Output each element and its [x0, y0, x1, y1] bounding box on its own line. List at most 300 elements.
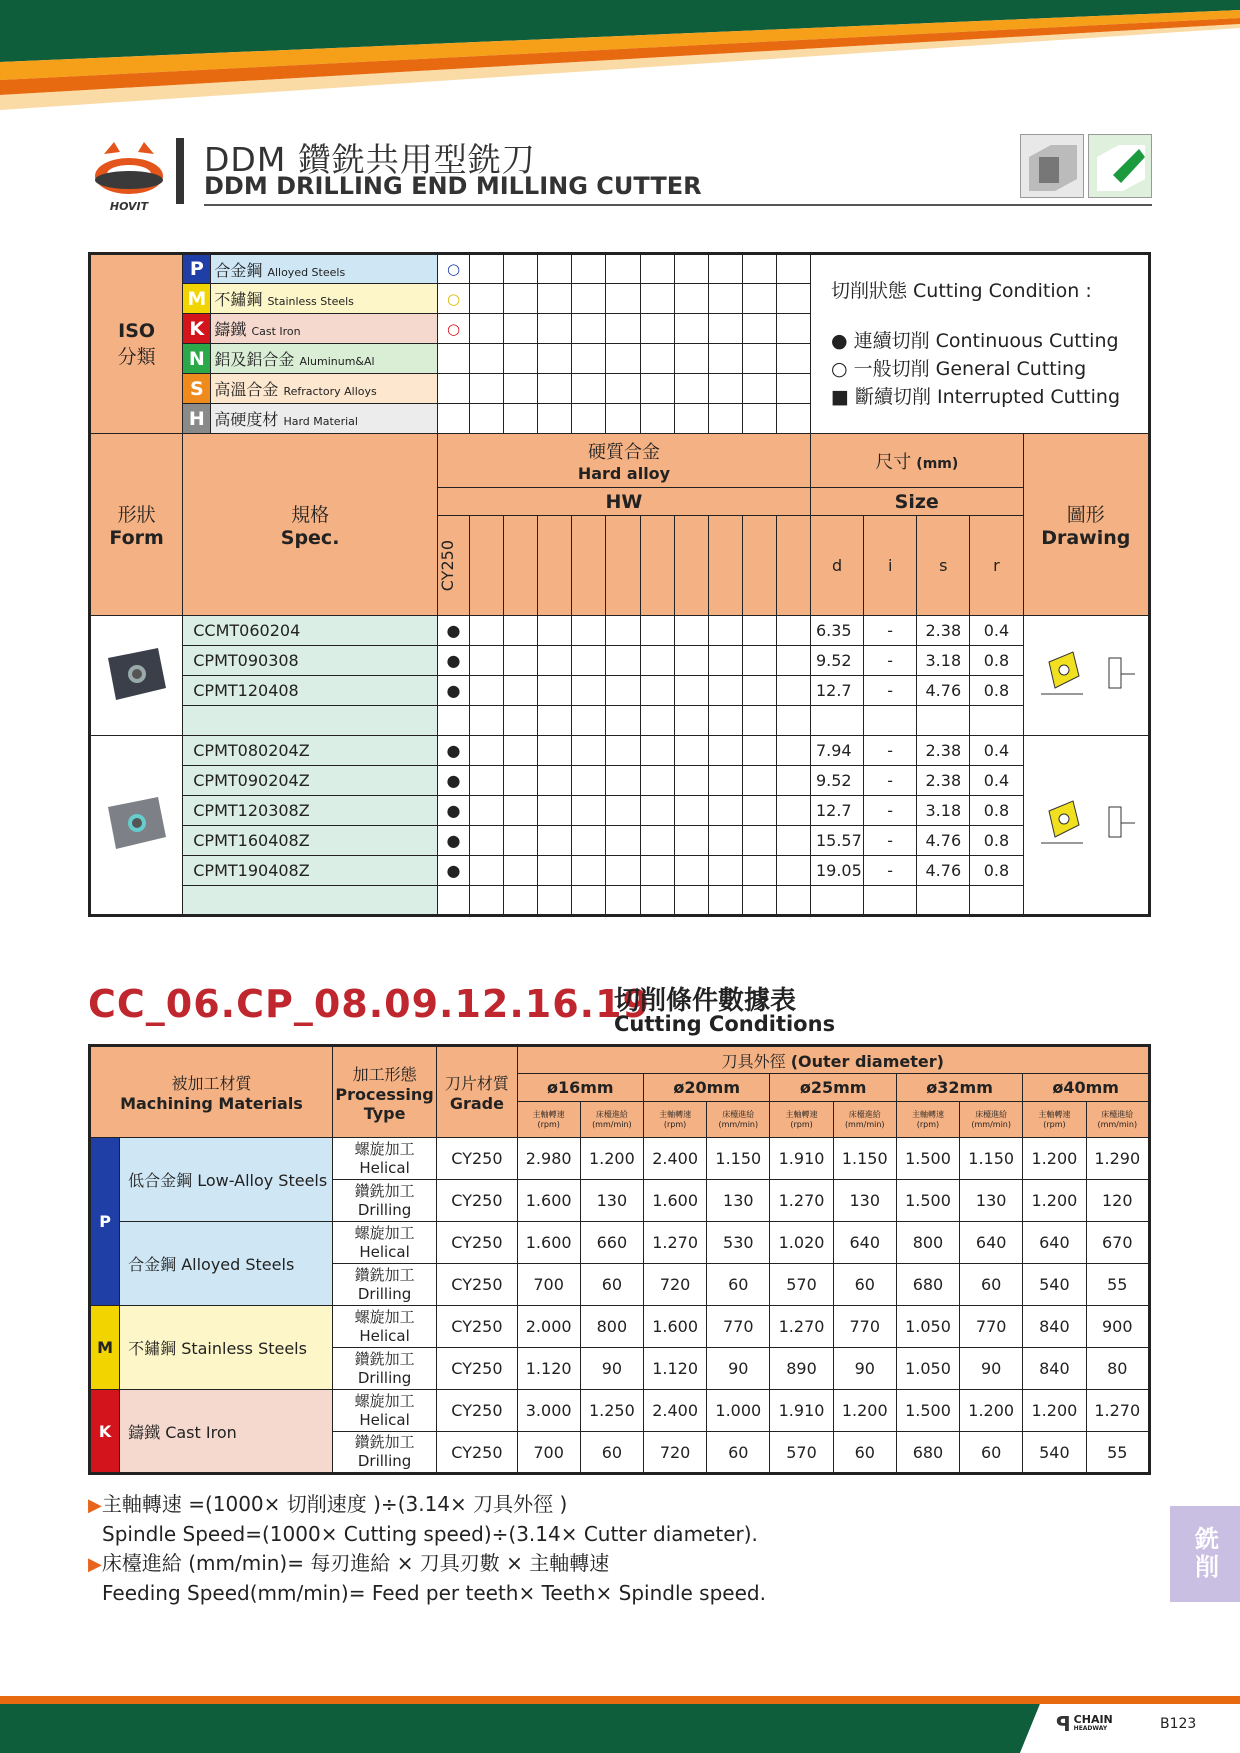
cutting-condition-legend: 切削狀態 Cutting Condition : ● 連續切削 Continuous Cutting ○ 一般切削 General Cutting ■ 斷續切削 Interrupted Cutting	[810, 254, 1149, 434]
brand-name: CHAIN	[1073, 1713, 1113, 1726]
material-name: 低合金鋼 Low-Alloy Steels	[120, 1138, 333, 1222]
top-banner	[0, 0, 1240, 120]
grade-cell	[606, 856, 640, 886]
condition-mark: ○	[437, 284, 469, 314]
feed-value: 1.270	[1086, 1390, 1149, 1432]
grade-cell	[572, 766, 606, 796]
grade-cell	[470, 676, 504, 706]
material-icon-green	[1088, 134, 1152, 198]
insert-photo	[90, 616, 183, 736]
size-r: 0.8	[970, 796, 1023, 826]
feed-value: 770	[960, 1306, 1023, 1348]
grade-cell	[606, 676, 640, 706]
grade-header: 刀片材質 Grade	[437, 1046, 517, 1138]
grade-cell	[708, 736, 742, 766]
grade-cell	[470, 886, 504, 916]
cutting-conditions-table	[88, 1044, 1151, 1475]
grade-cell	[708, 796, 742, 826]
grade-cell	[640, 314, 674, 344]
grade-mark: ●	[437, 796, 469, 826]
grade-cell	[776, 646, 810, 676]
grade-cell	[776, 404, 810, 434]
footer-band	[0, 1692, 1240, 1753]
grade-mark	[437, 886, 469, 916]
title-bar-accent	[176, 138, 184, 204]
grade-cell	[674, 856, 708, 886]
grade-cell	[776, 314, 810, 344]
grade-value: CY250	[437, 1432, 517, 1474]
feed-value: 660	[580, 1222, 643, 1264]
diameter-header: ø40mm	[1023, 1074, 1150, 1102]
rpm-subheader: 主軸轉速 (rpm)	[643, 1102, 706, 1138]
hw-header: HW	[437, 488, 810, 516]
grade-cell	[538, 856, 572, 886]
diameter-header: ø16mm	[517, 1074, 643, 1102]
grade-cell	[538, 344, 572, 374]
grade-cell	[606, 736, 640, 766]
feed-value: 120	[1086, 1180, 1149, 1222]
feed-value: 770	[707, 1306, 770, 1348]
grade-cell	[742, 856, 776, 886]
size-i	[864, 886, 917, 916]
cc-title-zh: 切削條件數據表	[614, 986, 797, 1016]
grade-cell	[606, 284, 640, 314]
grade-cell	[708, 344, 742, 374]
grade-cell	[504, 886, 538, 916]
grade-cell	[504, 736, 538, 766]
size-d	[810, 706, 863, 736]
size-i: -	[864, 766, 917, 796]
grade-cell	[674, 796, 708, 826]
grade-cell	[504, 646, 538, 676]
size-d: 9.52	[810, 646, 863, 676]
group-K: K	[90, 1390, 120, 1474]
size-col-s: s	[917, 516, 970, 616]
grade-cell	[708, 374, 742, 404]
grade-value: CY250	[437, 1306, 517, 1348]
grade-cell	[776, 284, 810, 314]
size-i	[864, 706, 917, 736]
iso-letter-H: H	[183, 404, 211, 434]
feed-subheader: 床檯進給 (mm/min)	[960, 1102, 1023, 1138]
rpm-value: 640	[1023, 1222, 1086, 1264]
grade-mark: ●	[437, 646, 469, 676]
grade-cell	[606, 706, 640, 736]
grade-cell	[470, 314, 504, 344]
feed-value: 1.200	[960, 1390, 1023, 1432]
grade-cell	[640, 254, 674, 284]
rpm-value: 1.200	[1023, 1138, 1086, 1180]
feed-value: 60	[833, 1264, 896, 1306]
grade-cell	[606, 404, 640, 434]
spec-header: 規格 Spec.	[183, 434, 438, 616]
grade-cell	[776, 796, 810, 826]
grade-cell	[640, 616, 674, 646]
spec-code	[183, 706, 438, 736]
size-r: 0.4	[970, 766, 1023, 796]
rpm-value: 1.500	[896, 1180, 959, 1222]
grade-cell	[674, 766, 708, 796]
rpm-value: 720	[643, 1432, 706, 1474]
feed-subheader: 床檯進給 (mm/min)	[833, 1102, 896, 1138]
grade-cell	[504, 796, 538, 826]
rpm-value: 570	[770, 1432, 833, 1474]
feed-value: 670	[1086, 1222, 1149, 1264]
size-r: 0.8	[970, 826, 1023, 856]
size-d: 15.57	[810, 826, 863, 856]
rpm-value: 1.500	[896, 1390, 959, 1432]
grade-mark: ●	[437, 856, 469, 886]
process-type: 螺旋加工 Helical	[332, 1222, 436, 1264]
size-r: 0.8	[970, 856, 1023, 886]
feed-value: 130	[580, 1180, 643, 1222]
grade-cell	[538, 796, 572, 826]
grade-cell	[742, 314, 776, 344]
size-s: 2.38	[917, 736, 970, 766]
rpm-value: 840	[1023, 1306, 1086, 1348]
grade-cell	[674, 404, 708, 434]
title-underline	[204, 204, 1152, 206]
grade-cell	[470, 284, 504, 314]
feed-value: 90	[707, 1348, 770, 1390]
feed-value: 60	[707, 1432, 770, 1474]
grade-cell	[708, 886, 742, 916]
spec-code: CPMT090204Z	[183, 766, 438, 796]
feed-value: 60	[580, 1432, 643, 1474]
feed-value: 1.200	[580, 1138, 643, 1180]
spec-code: CPMT120308Z	[183, 796, 438, 826]
grade-value: CY250	[437, 1348, 517, 1390]
spec-code: CPMT080204Z	[183, 736, 438, 766]
grade-cell	[640, 796, 674, 826]
feed-value: 90	[580, 1348, 643, 1390]
size-s: 4.76	[917, 856, 970, 886]
iso-letter-M: M	[183, 284, 211, 314]
size-r	[970, 706, 1023, 736]
process-type: 螺旋加工 Helical	[332, 1390, 436, 1432]
form-header: 形狀 Form	[90, 434, 183, 616]
grade-cell	[572, 826, 606, 856]
grade-cell	[504, 616, 538, 646]
formula-line-4: Feeding Speed(mm/min)= Feed per teeth× Teeth× Spindle speed.	[102, 1581, 766, 1605]
condition-mark	[437, 344, 469, 374]
grade-cell	[640, 766, 674, 796]
grade-cell	[708, 856, 742, 886]
grade-cell	[504, 314, 538, 344]
mat-header: 被加工材質 Machining Materials	[90, 1046, 333, 1138]
feed-value: 1.200	[833, 1390, 896, 1432]
rpm-value: 2.400	[643, 1138, 706, 1180]
grade-cell	[572, 646, 606, 676]
grade-cell	[572, 284, 606, 314]
cc-code-title: CC_06.CP_08.09.12.16.19	[88, 982, 650, 1026]
formula-line-1: ▶主軸轉速 =(1000× 切削速度 )÷(3.14× 刀具外徑 )	[88, 1492, 568, 1516]
size-s	[917, 886, 970, 916]
grade-cell	[708, 404, 742, 434]
grade-cell	[674, 616, 708, 646]
grade-cell	[742, 374, 776, 404]
size-col-d: d	[810, 516, 863, 616]
rpm-value: 1.600	[517, 1222, 580, 1264]
feed-value: 80	[1086, 1348, 1149, 1390]
rpm-value: 1.270	[643, 1222, 706, 1264]
grade-cell	[742, 254, 776, 284]
grade-cell	[640, 736, 674, 766]
grade-cell	[776, 826, 810, 856]
condition-mark: ○	[437, 254, 469, 284]
grade-cell	[776, 766, 810, 796]
condition-mark	[437, 404, 469, 434]
grade-cell	[538, 676, 572, 706]
grade-cell	[742, 796, 776, 826]
rpm-value: 1.600	[643, 1180, 706, 1222]
grade-cell	[470, 856, 504, 886]
iso-material: 鑄鐵 Cast Iron	[211, 314, 438, 344]
feed-value: 900	[1086, 1306, 1149, 1348]
company-logo	[90, 138, 168, 213]
feed-value: 640	[833, 1222, 896, 1264]
feed-value: 1.250	[580, 1390, 643, 1432]
process-type: 螺旋加工 Helical	[332, 1138, 436, 1180]
brand-sub: HEADWAY	[1073, 1725, 1108, 1732]
grade-cell	[504, 856, 538, 886]
grade-cell	[538, 706, 572, 736]
grade-cell	[776, 856, 810, 886]
feed-value: 55	[1086, 1432, 1149, 1474]
spec-code	[183, 886, 438, 916]
size-d	[810, 886, 863, 916]
grade-header-empty	[640, 516, 674, 616]
side-tab-label: 銑削	[1190, 1526, 1219, 1582]
grade-cell	[572, 886, 606, 916]
rpm-value: 2.000	[517, 1306, 580, 1348]
grade-cell	[538, 616, 572, 646]
grade-cell	[470, 766, 504, 796]
process-type: 鑽銑加工 Drilling	[332, 1264, 436, 1306]
rpm-value: 2.400	[643, 1390, 706, 1432]
size-d: 6.35	[810, 616, 863, 646]
grade-value: CY250	[437, 1390, 517, 1432]
formula-block	[88, 1490, 848, 1608]
condition-mark: ○	[437, 314, 469, 344]
grade-cell	[606, 374, 640, 404]
grade-cell	[742, 646, 776, 676]
rpm-value: 1.120	[517, 1348, 580, 1390]
arrow-icon: ▶	[88, 1495, 102, 1516]
feed-subheader: 床檯進給 (mm/min)	[580, 1102, 643, 1138]
grade-cell	[504, 826, 538, 856]
grade-cell	[674, 886, 708, 916]
grade-cell	[640, 856, 674, 886]
size-i: -	[864, 856, 917, 886]
rpm-value: 1.200	[1023, 1390, 1086, 1432]
grade-cell	[674, 706, 708, 736]
insert-drawing	[1023, 736, 1149, 916]
grade-cell	[572, 314, 606, 344]
proc-header: 加工形態 Processing Type	[332, 1046, 436, 1138]
grade-cell	[606, 766, 640, 796]
grade-header-empty	[776, 516, 810, 616]
rpm-value: 1.910	[770, 1390, 833, 1432]
grade-cell	[470, 616, 504, 646]
grade-cell	[674, 646, 708, 676]
rpm-value: 570	[770, 1264, 833, 1306]
page-title-en: DDM DRILLING END MILLING CUTTER	[204, 172, 702, 200]
size-i: -	[864, 616, 917, 646]
grade-cell	[504, 344, 538, 374]
size-col-i: i	[864, 516, 917, 616]
grade-cell	[538, 374, 572, 404]
grade-cell	[504, 374, 538, 404]
grade-cell	[640, 284, 674, 314]
grade-cell	[572, 344, 606, 374]
grade-cell	[470, 796, 504, 826]
grade-mark: ●	[437, 616, 469, 646]
rpm-value: 2.980	[517, 1138, 580, 1180]
grade-cell	[776, 676, 810, 706]
grade-cell	[538, 314, 572, 344]
feed-value: 1.150	[707, 1138, 770, 1180]
process-type: 鑽銑加工 Drilling	[332, 1432, 436, 1474]
diameter-header: ø32mm	[896, 1074, 1022, 1102]
rpm-value: 1.270	[770, 1180, 833, 1222]
grade-cell	[640, 676, 674, 706]
grade-cell	[708, 766, 742, 796]
grade-header-empty	[538, 516, 572, 616]
diameter-header: ø20mm	[643, 1074, 769, 1102]
rpm-value: 680	[896, 1432, 959, 1474]
grade-cell	[708, 314, 742, 344]
grade-cell	[742, 886, 776, 916]
drawing-header: 圖形 Drawing	[1023, 434, 1149, 616]
grade-mark: ●	[437, 736, 469, 766]
grade-cell	[776, 706, 810, 736]
size-s	[917, 706, 970, 736]
grade-cell	[640, 374, 674, 404]
grade-header-empty	[572, 516, 606, 616]
feed-value: 60	[833, 1432, 896, 1474]
rpm-value: 1.600	[643, 1306, 706, 1348]
grade-cell	[572, 856, 606, 886]
grade-cell	[742, 706, 776, 736]
rpm-subheader: 主軸轉速 (rpm)	[770, 1102, 833, 1138]
spec-code: CCMT060204	[183, 616, 438, 646]
grade-cell	[674, 344, 708, 374]
grade-cell	[776, 254, 810, 284]
grade-cell	[572, 796, 606, 826]
grade-cell	[742, 344, 776, 374]
size-d: 9.52	[810, 766, 863, 796]
rpm-subheader: 主軸轉速 (rpm)	[1023, 1102, 1086, 1138]
process-type: 鑽銑加工 Drilling	[332, 1180, 436, 1222]
iso-letter-N: N	[183, 344, 211, 374]
feed-value: 60	[960, 1432, 1023, 1474]
grade-cell	[640, 706, 674, 736]
spec-code: CPMT120408	[183, 676, 438, 706]
grade-cell	[708, 616, 742, 646]
size-s: 2.38	[917, 616, 970, 646]
grade-cell	[708, 826, 742, 856]
grade-cell	[776, 736, 810, 766]
grade-cell	[504, 254, 538, 284]
grade-cell	[470, 254, 504, 284]
grade-mark: ●	[437, 766, 469, 796]
grade-cell	[776, 374, 810, 404]
grade-cell	[538, 404, 572, 434]
grade-cell	[538, 254, 572, 284]
size-d: 12.7	[810, 796, 863, 826]
iso-material: 鋁及鋁合金 Aluminum&Al	[211, 344, 438, 374]
spec-code: CPMT160408Z	[183, 826, 438, 856]
grade-cell	[572, 676, 606, 706]
grade-cell	[538, 886, 572, 916]
page-title-zh: DDM 鑽銑共用型銑刀	[204, 140, 536, 179]
grade-cell	[572, 616, 606, 646]
grade-cell	[606, 314, 640, 344]
grade-cell	[606, 886, 640, 916]
feed-value: 1.150	[960, 1138, 1023, 1180]
size-s: 3.18	[917, 796, 970, 826]
grade-cell	[742, 766, 776, 796]
size-s: 4.76	[917, 826, 970, 856]
grade-value: CY250	[437, 1180, 517, 1222]
size-r	[970, 886, 1023, 916]
rpm-value: 1.500	[896, 1138, 959, 1180]
material-name: 合金鋼 Alloyed Steels	[120, 1222, 333, 1306]
grade-cell	[504, 766, 538, 796]
size-r: 0.8	[970, 646, 1023, 676]
grade-cell	[572, 254, 606, 284]
grade-cell	[572, 736, 606, 766]
grade-cell	[538, 646, 572, 676]
grade-cell	[504, 676, 538, 706]
grade-cell	[742, 284, 776, 314]
grade-cell	[640, 886, 674, 916]
rpm-value: 540	[1023, 1264, 1086, 1306]
feed-value: 90	[960, 1348, 1023, 1390]
side-tab[interactable]	[1170, 1506, 1240, 1602]
grade-cell	[470, 374, 504, 404]
grade-cell	[708, 706, 742, 736]
feed-value: 130	[833, 1180, 896, 1222]
arrow-icon: ▶	[88, 1554, 102, 1575]
feed-value: 60	[707, 1264, 770, 1306]
feed-value: 640	[960, 1222, 1023, 1264]
grade-cell	[674, 826, 708, 856]
grade-cell	[470, 344, 504, 374]
grade-cell	[640, 404, 674, 434]
size-i: -	[864, 676, 917, 706]
grade-mark: ●	[437, 676, 469, 706]
rpm-value: 1.600	[517, 1180, 580, 1222]
rpm-subheader: 主軸轉速 (rpm)	[517, 1102, 580, 1138]
grade-header-empty	[606, 516, 640, 616]
grade-cell	[538, 826, 572, 856]
grade-cell	[470, 826, 504, 856]
iso-letter-K: K	[183, 314, 211, 344]
size-r: 0.4	[970, 736, 1023, 766]
feed-value: 1.290	[1086, 1138, 1149, 1180]
logo-text: HOVIT	[109, 200, 149, 213]
iso-material: 高溫合金 Refractory Alloys	[211, 374, 438, 404]
grade-header-empty	[470, 516, 504, 616]
hard-alloy-header: 硬質合金 Hard alloy	[437, 434, 810, 488]
grade-cell	[742, 676, 776, 706]
condition-mark	[437, 374, 469, 404]
grade-mark: ●	[437, 826, 469, 856]
grade-cell	[504, 404, 538, 434]
grade-header-empty	[674, 516, 708, 616]
